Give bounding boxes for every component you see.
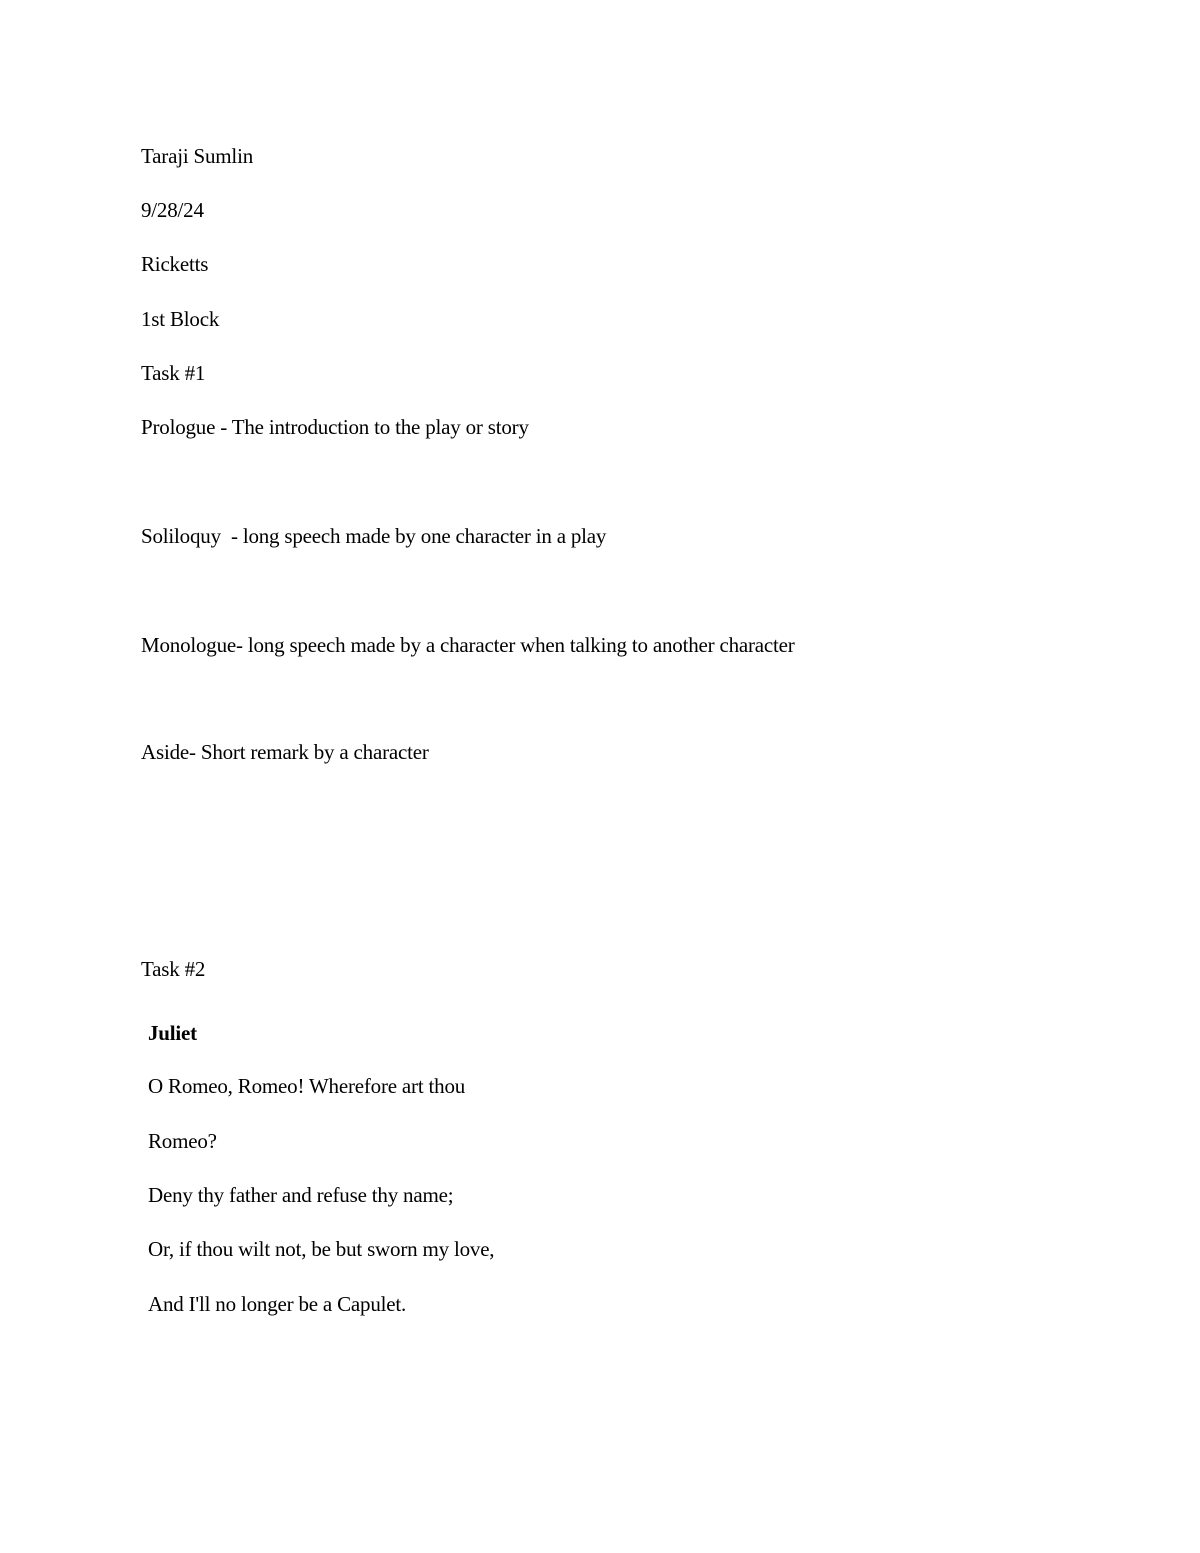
speaker-name: Juliet	[148, 1021, 197, 1045]
teacher-name: Ricketts	[141, 252, 209, 276]
date: 9/28/24	[141, 198, 204, 222]
class-block: 1st Block	[141, 307, 220, 331]
term-soliloquy: Soliloquy - long speech made by one character in a play	[141, 524, 607, 548]
quote-line: And I'll no longer be a Capulet.	[148, 1292, 407, 1316]
quote-line: Romeo?	[148, 1129, 217, 1153]
term-monologue: Monologue- long speech made by a character when talking to another character	[141, 633, 795, 657]
term-prologue: Prologue - The introduction to the play or story	[141, 415, 529, 439]
task1-title: Task #1	[141, 361, 206, 385]
student-name: Taraji Sumlin	[141, 144, 253, 168]
quote-line: Or, if thou wilt not, be but sworn my love,	[148, 1237, 495, 1261]
quote-line: Deny thy father and refuse thy name;	[148, 1183, 454, 1207]
task2-title: Task #2	[141, 957, 206, 981]
quote-line: O Romeo, Romeo! Wherefore art thou	[148, 1074, 466, 1098]
term-aside: Aside- Short remark by a character	[141, 740, 429, 764]
